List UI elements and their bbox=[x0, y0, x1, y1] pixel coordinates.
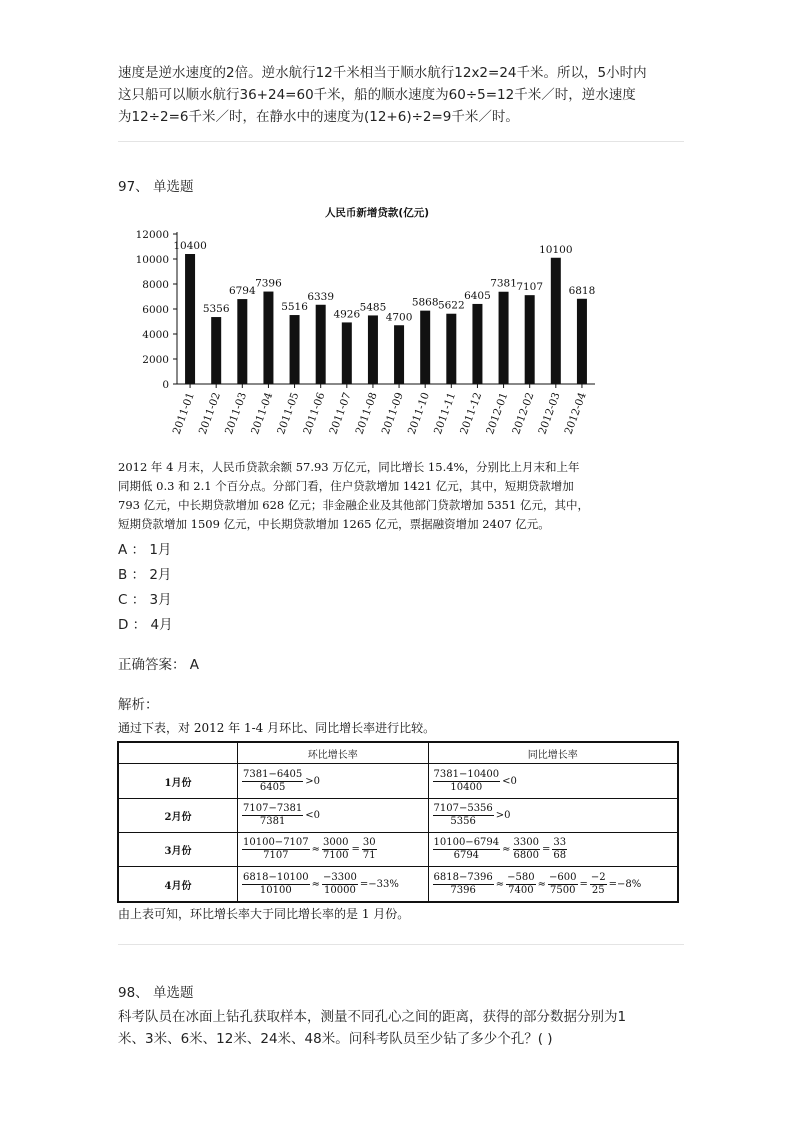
divider bbox=[118, 141, 684, 142]
fraction-numerator: 7381−10400 bbox=[433, 768, 500, 780]
bar bbox=[342, 322, 352, 384]
fraction-numerator: 10100−6794 bbox=[433, 837, 500, 849]
x-tick-label: 2011-10 bbox=[405, 390, 433, 437]
data-label: 5485 bbox=[359, 301, 387, 314]
bar bbox=[446, 314, 456, 384]
fraction bbox=[506, 872, 535, 897]
table-row-month: 1月份 bbox=[118, 764, 238, 798]
options bbox=[118, 538, 173, 638]
fraction-numerator: 7107−7381 bbox=[243, 802, 303, 814]
bar bbox=[577, 299, 587, 384]
x-tick-label: 2012-01 bbox=[484, 390, 511, 437]
x-tick-label: 2011-03 bbox=[222, 390, 250, 437]
fraction bbox=[322, 837, 349, 862]
math-operator: ≈ bbox=[311, 878, 321, 890]
correct-answer: 正确答案： A bbox=[118, 657, 200, 673]
data-label: 5868 bbox=[411, 296, 439, 309]
bar bbox=[420, 311, 430, 384]
yoy-cell bbox=[428, 833, 678, 867]
x-tick-label: 2011-07 bbox=[327, 390, 354, 437]
question-header-98: 98、 单选题 bbox=[118, 985, 194, 1001]
x-tick-label: 2011-01 bbox=[170, 390, 197, 437]
x-tick-label: 2011-04 bbox=[249, 390, 276, 437]
y-tick-label: 0 bbox=[162, 379, 169, 391]
fraction-denominator: 25 bbox=[591, 884, 605, 896]
table-row bbox=[118, 798, 678, 832]
fraction-numerator: −2 bbox=[590, 871, 606, 883]
question-text-98 bbox=[118, 1006, 698, 1050]
comparison-result: =−8% bbox=[608, 878, 642, 890]
fraction-denominator: 7107 bbox=[263, 850, 289, 862]
x-tick-label: 2011-08 bbox=[353, 390, 380, 437]
fraction bbox=[242, 837, 310, 862]
table-row bbox=[118, 833, 678, 867]
comparison-table bbox=[117, 741, 679, 903]
option-c[interactable]: C ： 3月 bbox=[118, 592, 172, 608]
data-label: 4926 bbox=[333, 308, 361, 321]
yoy-cell bbox=[428, 764, 678, 798]
table-row bbox=[118, 764, 678, 798]
comparison-result: <0 bbox=[305, 809, 321, 821]
data-label: 5516 bbox=[281, 301, 308, 314]
fraction bbox=[513, 837, 540, 862]
fraction-denominator: 6800 bbox=[513, 850, 539, 862]
bar bbox=[394, 325, 404, 384]
comparison-result: >0 bbox=[305, 775, 321, 787]
prev-solution-line: 为12÷2=6千米／时，在静水中的速度为(12+6)÷2=9千米／时。 bbox=[118, 109, 519, 125]
fraction bbox=[362, 837, 377, 862]
math-operator: = bbox=[541, 844, 551, 856]
chart-title: 人民币新增贷款(亿元) bbox=[324, 207, 430, 219]
bar bbox=[499, 292, 509, 384]
fraction-numerator: 6818−10100 bbox=[243, 871, 309, 883]
analysis-conclusion: 由上表可知，环比增长率大于同比增长率的是 1 月份。 bbox=[118, 907, 410, 921]
fraction-numerator: −580 bbox=[507, 871, 535, 883]
fraction-denominator: 68 bbox=[553, 850, 567, 862]
data-label: 5356 bbox=[202, 303, 230, 316]
fraction-denominator: 10400 bbox=[450, 781, 483, 793]
bar bbox=[525, 295, 535, 384]
bar bbox=[237, 299, 247, 384]
math-operator: ≈ bbox=[502, 844, 511, 856]
table-header-row bbox=[118, 742, 678, 764]
x-tick-label: 2012-02 bbox=[510, 390, 537, 437]
mom-cell bbox=[238, 764, 429, 798]
data-label: 10100 bbox=[539, 243, 573, 256]
x-tick-label: 2011-12 bbox=[458, 390, 485, 437]
bar-chart bbox=[115, 198, 615, 460]
bar bbox=[551, 258, 561, 384]
fraction-denominator: 71 bbox=[362, 850, 376, 862]
fraction-numerator: 7107−5356 bbox=[433, 802, 493, 814]
table-header-cell bbox=[118, 742, 238, 764]
x-tick-label: 2011-11 bbox=[431, 390, 459, 437]
analysis-intro: 通过下表，对 2012 年 1-4 月环比、同比增长率进行比较。 bbox=[118, 721, 436, 735]
fraction-denominator: 5356 bbox=[450, 815, 476, 827]
comparison-result: >0 bbox=[495, 809, 511, 821]
x-tick-label: 2012-04 bbox=[562, 390, 589, 437]
data-label: 7381 bbox=[490, 277, 517, 290]
yoy-cell bbox=[428, 867, 678, 902]
fraction bbox=[242, 872, 310, 897]
table-row-month: 2月份 bbox=[118, 798, 238, 832]
option-a[interactable]: A ： 1月 bbox=[118, 542, 172, 558]
x-tick-label: 2012-03 bbox=[536, 390, 563, 437]
fraction bbox=[433, 837, 501, 862]
data-label: 6405 bbox=[464, 289, 491, 302]
fraction-denominator: 7396 bbox=[450, 884, 476, 896]
bar bbox=[316, 305, 326, 384]
data-label: 10400 bbox=[173, 240, 207, 252]
x-tick-label: 2011-09 bbox=[379, 390, 406, 437]
fraction bbox=[322, 872, 358, 897]
comparison-result: =−33% bbox=[359, 878, 399, 890]
yoy-cell bbox=[428, 798, 678, 832]
data-label: 7396 bbox=[255, 277, 282, 290]
math-operator: = bbox=[351, 844, 360, 856]
passage-line: 2012 年 4 月末，人民币贷款余额 57.93 万亿元，同比增长 15.4%，分别比上月末和上年 bbox=[118, 460, 580, 474]
fraction-numerator: 10100−7107 bbox=[243, 837, 309, 849]
y-tick-label: 8000 bbox=[142, 279, 169, 291]
question-text-line: 米、3米、6米、12米、24米、48米。问科考队员至少钻了多少个孔？( ) bbox=[118, 1031, 553, 1047]
prev-solution-line: 速度是逆水速度的2倍。逆水航行12千米相当于顺水航行12x2=24千米。所以，5小时内 bbox=[118, 65, 647, 81]
prev-solution-line: 这只船可以顺水航行36+24=60千米，船的顺水速度为60÷5=12千米／时，逆水速度 bbox=[118, 87, 636, 103]
bar bbox=[472, 304, 482, 384]
data-label: 6818 bbox=[568, 284, 596, 297]
math-operator: ≈ bbox=[537, 878, 547, 890]
passage-line: 793 亿元，中长期贷款增加 628 亿元；非金融企业及其他部门贷款增加 5351 亿元，其中， bbox=[118, 498, 589, 512]
table-header-cell: 同比增长率 bbox=[428, 742, 678, 764]
fraction-numerator: 7381−6405 bbox=[243, 768, 303, 780]
option-b[interactable]: B ： 2月 bbox=[118, 567, 172, 583]
y-tick-label: 6000 bbox=[142, 304, 169, 316]
fraction-denominator: 10100 bbox=[259, 884, 292, 896]
data-label: 6794 bbox=[228, 285, 256, 298]
y-tick-label: 4000 bbox=[142, 329, 169, 341]
passage bbox=[118, 458, 688, 534]
math-operator: ≈ bbox=[495, 878, 505, 890]
fraction-numerator: 3000 bbox=[323, 837, 349, 849]
fraction-denominator: 10000 bbox=[324, 884, 356, 896]
fraction bbox=[552, 837, 567, 862]
fraction-numerator: 30 bbox=[362, 837, 376, 849]
fraction-denominator: 7381 bbox=[259, 815, 286, 827]
math-operator: ≈ bbox=[311, 844, 321, 856]
fraction bbox=[548, 872, 577, 897]
fraction-numerator: 6818−7396 bbox=[433, 871, 493, 883]
math-operator: = bbox=[579, 878, 588, 890]
fraction bbox=[433, 803, 494, 828]
x-tick-label: 2011-05 bbox=[275, 390, 302, 437]
fraction bbox=[242, 769, 303, 794]
fraction bbox=[433, 769, 501, 794]
fraction-numerator: −600 bbox=[549, 871, 577, 883]
fraction bbox=[433, 872, 494, 897]
data-label: 5622 bbox=[437, 299, 465, 312]
question-header-97: 97、 单选题 bbox=[118, 179, 194, 195]
table-row-month: 4月份 bbox=[118, 867, 238, 902]
mom-cell bbox=[238, 833, 429, 867]
table-header-cell: 环比增长率 bbox=[238, 742, 429, 764]
fraction-numerator: 33 bbox=[553, 837, 567, 849]
bar bbox=[263, 292, 273, 384]
fraction-denominator: 6794 bbox=[453, 850, 480, 862]
option-d[interactable]: D ： 4月 bbox=[118, 617, 173, 633]
divider bbox=[118, 944, 684, 945]
fraction-denominator: 7100 bbox=[323, 850, 349, 862]
fraction-denominator: 7500 bbox=[550, 884, 576, 896]
bar bbox=[290, 315, 300, 384]
passage-line: 同期低 0.3 和 2.1 个百分点。分部门看，住户贷款增加 1421 亿元，其中，短期贷款增加 bbox=[118, 479, 574, 493]
x-tick-label: 2011-02 bbox=[196, 390, 224, 437]
data-label: 4700 bbox=[385, 311, 413, 324]
mom-cell bbox=[238, 867, 429, 902]
y-tick-label: 2000 bbox=[142, 354, 169, 366]
fraction-numerator: 3300 bbox=[513, 837, 539, 849]
x-tick-label: 2011-06 bbox=[301, 390, 328, 437]
table-row-month: 3月份 bbox=[118, 833, 238, 867]
table-row bbox=[118, 867, 678, 902]
fraction-denominator: 7400 bbox=[508, 884, 534, 896]
y-tick-label: 10000 bbox=[135, 254, 169, 266]
prev-solution bbox=[118, 62, 718, 128]
bar bbox=[211, 317, 221, 384]
question-text-line: 科考队员在冰面上钻孔获取样本，测量不同孔心之间的距离，获得的部分数据分别为1 bbox=[118, 1009, 627, 1025]
data-label: 7107 bbox=[516, 281, 544, 294]
fraction-numerator: −3300 bbox=[323, 871, 357, 883]
bar bbox=[368, 315, 378, 384]
comparison-result: <0 bbox=[502, 775, 517, 787]
mom-cell bbox=[238, 798, 429, 832]
bar bbox=[185, 254, 195, 384]
analysis-label: 解析： bbox=[118, 697, 159, 713]
fraction-denominator: 6405 bbox=[259, 781, 286, 793]
y-tick-label: 12000 bbox=[135, 229, 169, 241]
data-label: 6339 bbox=[307, 290, 335, 303]
passage-line: 短期贷款增加 1509 亿元，中长期贷款增加 1265 亿元，票据融资增加 2407 亿元。 bbox=[118, 517, 550, 531]
fraction bbox=[242, 803, 303, 828]
fraction bbox=[590, 872, 607, 897]
